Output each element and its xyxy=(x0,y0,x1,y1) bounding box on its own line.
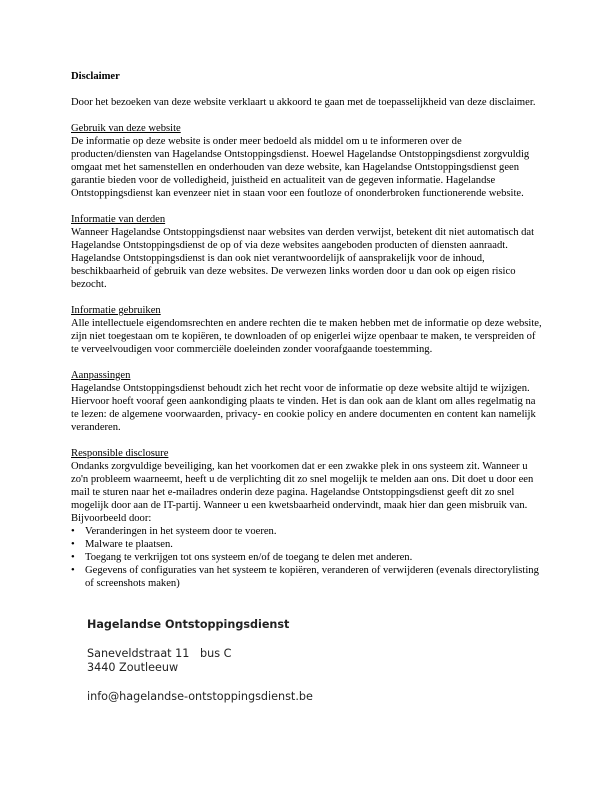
list-item xyxy=(71,564,543,590)
section-heading-aanpassingen: Aanpassingen xyxy=(71,370,131,381)
company-name: Hagelandse Ontstoppingsdienst xyxy=(87,618,290,631)
intro-paragraph: Door het bezoeken van deze website verklaart u akkoord te gaan met de toepasselijkheid van deze disclaimer. xyxy=(71,97,536,108)
list-item xyxy=(71,551,543,564)
section-body-disclosure: Ondanks zorgvuldige beveiliging, kan het voorkomen dat er een zwakke plek in ons systeem zit. Wanneer u zo'n probleem waarneemt, heeft u de verplichting dit zo snel mogelijk te melden aan ons. Dit doet u door een mail te sturen naar het e-mailadres onderin deze pagina. Hagelandse Ontstoppingsdienst geeft dit zo snel mogelijk door aan de IT-partij. Wanneer u een kwetsbaarheid ondervindt, maak hier dan geen misbruik van. Bijvoorbeeld door: xyxy=(71,461,534,524)
section-heading-gebruiken: Informatie gebruiken xyxy=(71,305,161,316)
section-heading-gebruik: Gebruik van deze website xyxy=(71,123,181,134)
misuse-list xyxy=(71,525,543,590)
list-item xyxy=(71,538,543,551)
list-item-text: Toegang te verkrijgen tot ons systeem en/of de toegang te delen met anderen. xyxy=(85,552,413,563)
disclaimer-page xyxy=(71,70,543,590)
list-item-text: Gegevens of configuraties van het systeem te kopiëren, veranderen of verwijderen (evenals directorylisting of screenshots maken) xyxy=(85,565,539,589)
section-heading-disclosure: Responsible disclosure xyxy=(71,448,169,459)
bullet-icon: • xyxy=(71,552,75,563)
bullet-icon: • xyxy=(71,526,75,537)
bullet-icon: • xyxy=(71,539,75,550)
bullet-icon: • xyxy=(71,565,75,576)
contact-block xyxy=(87,618,487,704)
page-title: Disclaimer xyxy=(71,71,120,82)
email-address: info@hagelandse-ontstoppingsdienst.be xyxy=(87,689,313,703)
city-address: 3440 Zoutleeuw xyxy=(87,661,179,674)
section-body-aanpassingen: Hagelandse Ontstoppingsdienst behoudt zich het recht voor de informatie op deze website altijd te wijzigen. Hiervoor hoeft vooraf geen aankondiging plaats te vinden. Het is dan ook aan de klant om alles regelmatig na te lezen: de algemene voorwaarden, privacy- en cookie policy en andere documenten en content kan namelijk veranderen. xyxy=(71,383,536,433)
list-item-text: Veranderingen in het systeem door te voeren. xyxy=(85,526,277,537)
section-heading-derden: Informatie van derden xyxy=(71,214,166,225)
list-item xyxy=(71,525,543,538)
section-body-derden: Wanneer Hagelandse Ontstoppingsdienst naar websites van derden verwijst, betekent dit niet automatisch dat Hagelandse Ontstoppingsdienst de op of via deze websites aangeboden producten of diensten aanraadt. Hagelandse Ontstoppingsdienst is dan ook niet verantwoordelijk of aansprakelijk voor de inhoud, beschikbaarheid of gebruik van deze websites. De verwezen links worden door u dan ook op eigen risico bezocht. xyxy=(71,227,535,290)
list-item-text: Malware te plaatsen. xyxy=(85,539,173,550)
section-body-gebruik: De informatie op deze website is onder meer bedoeld als middel om u te informeren over de producten/diensten van Hagelandse Ontstoppingsdienst. Hoewel Hagelandse Ontstoppingsdienst zorgvuldig omgaat met het samenstellen en onderhouden van deze website, kan Hagelandse Ontstoppingsdienst geen garantie bieden voor de volledigheid, juistheid en actualiteit van de gegeven informatie. Hagelandse Ontstoppingsdienst kan evenzeer niet in staan voor een foutloze of ononderbroken functionerende website. xyxy=(71,136,530,199)
section-body-gebruiken: Alle intellectuele eigendomsrechten en andere rechten die te maken hebben met de informatie op deze website, zijn niet toegestaan om te kopiëren, te downloaden of op enigerlei wijze openbaar te maken, te verspreiden of te verveelvoudigen voor commerciële doeleinden zonder voorafgaande toestemming. xyxy=(71,318,542,355)
street-address: Saneveldstraat 11 bus C xyxy=(87,646,232,660)
